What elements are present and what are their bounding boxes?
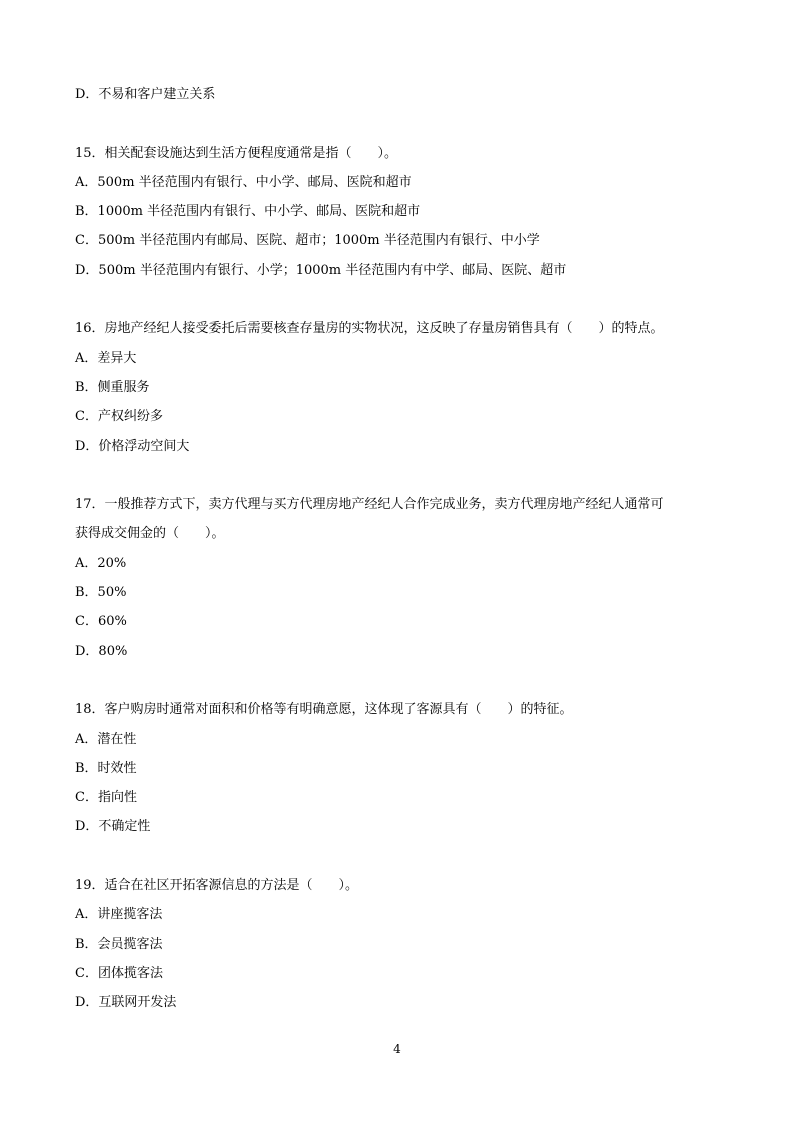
answer-option: C．团体揽客法 [75,965,163,981]
question-16 [75,314,734,460]
answer-option: D．不确定性 [75,819,151,835]
question-stem: 15．相关配套设施达到生活方便程度通常是指（ ）。 [75,145,398,161]
answer-option: D．价格浮动空间大 [75,438,190,454]
answer-option: B．时效性 [75,760,137,776]
answer-option: B．侧重服务 [75,379,150,395]
answer-option: A．差异大 [75,350,137,366]
answer-option: C．产权纠纷多 [75,409,163,425]
question-17 [75,490,734,666]
question-stem: 18．客户购房时通常对面积和价格等有明确意愿，这体现了客源具有（ ）的特征。 [75,702,573,718]
answer-option: A．500m 半径范围内有银行、中小学、邮局、医院和超市 [75,174,412,190]
page-number: 4 [393,1042,401,1056]
answer-option: A．潜在性 [75,731,137,747]
question-15 [75,139,734,285]
question-stem: 获得成交佣金的（ ）。 [75,526,225,542]
answer-option: D．500m 半径范围内有银行、小学；1000m 半径范围内有中学、邮局、医院、超市 [75,262,567,278]
previous-question-option-d: D．不易和客户建立关系 [75,87,216,102]
answer-option: D．互联网开发法 [75,995,177,1011]
answer-option: B．50% [75,585,127,601]
answer-option: A．20% [75,555,127,571]
answer-option: B．会员揽客法 [75,936,163,952]
answer-option: A．讲座揽客法 [75,907,163,923]
answer-option: B．1000m 半径范围内有银行、中小学、邮局、医院和超市 [75,204,421,220]
question-list [75,139,734,1018]
question-18 [75,695,734,841]
answer-option: C．500m 半径范围内有邮局、医院、超市；1000m 半径范围内有银行、中小学 [75,233,540,249]
question-stem: 16．房地产经纪人接受委托后需要核查存量房的实物状况，这反映了存量房销售具有（ ）的特点。 [75,321,664,337]
answer-option: D．80% [75,643,128,659]
answer-option: C．指向性 [75,790,137,806]
question-stem: 19．适合在社区开拓客源信息的方法是（ ）。 [75,878,359,894]
document-body [75,80,734,1018]
question-stem: 17．一般推荐方式下，卖方代理与买方代理房地产经纪人合作完成业务，卖方代理房地产经纪人通常可 [75,497,664,513]
question-19 [75,871,734,1017]
answer-option: C．60% [75,614,127,630]
